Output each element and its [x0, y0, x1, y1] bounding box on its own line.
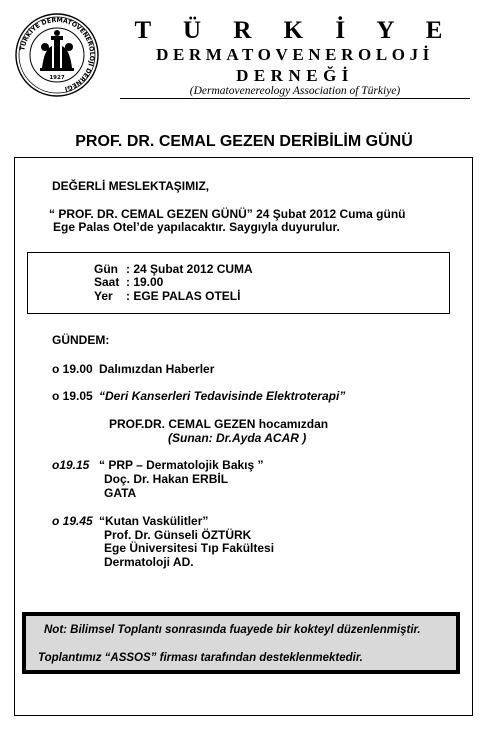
agenda-item-3-affiliation: GATA	[104, 486, 137, 500]
agenda-item-4-affiliation-2: Dermatoloji AD.	[104, 555, 194, 569]
agenda-item-2-presenter: (Sunan: Dr.Ayda ACAR )	[168, 431, 307, 445]
association-seal-logo	[14, 12, 100, 98]
seal-year: 1927	[49, 75, 65, 81]
detail-place-label: Yer	[94, 289, 113, 303]
detail-day-value: : 24 Şubat 2012 CUMA	[126, 262, 253, 276]
agenda-item-4-affiliation-1: Ege Üniversitesi Tıp Fakültesi	[104, 541, 275, 555]
detail-time	[94, 275, 163, 289]
note-reception: Not: Bilimsel Toplantı sonrasında fuayede bir kokteyl düzenlenmiştir.	[44, 624, 421, 636]
agenda-item-1-title: Dalımızdan Haberler	[99, 362, 215, 376]
detail-day-label: Gün	[94, 262, 118, 276]
org-title-turkiye: T Ü R K İ Y E	[134, 17, 456, 44]
agenda-item-3-title: “ PRP – Dermatolojik Bakış ”	[99, 458, 264, 472]
detail-place-value: : EGE PALAS OTELİ	[126, 289, 241, 303]
agenda-item-4-speaker: Prof. Dr. Günseli ÖZTÜRK	[104, 528, 252, 542]
org-title-dermatovenereology: DERMATOVENEROLOJİ	[156, 45, 434, 64]
letter-line-1: “ PROF. DR. CEMAL GEZEN GÜNÜ” 24 Şubat 2012 Cuma günü	[49, 207, 406, 221]
header-divider	[120, 98, 470, 99]
agenda-item-4-time: o 19.45	[52, 514, 93, 528]
agenda-item-2-title: “Deri Kanserleri Tedavisinde Elektroterapi”	[99, 389, 346, 403]
detail-time-value: : 19.00	[126, 275, 164, 289]
note-sponsor: Toplantımız “ASSOS” firması tarafından desteklenmektedir.	[38, 652, 363, 664]
event-heading: PROF. DR. CEMAL GEZEN DERİBİLİM GÜNÜ	[75, 133, 413, 150]
detail-place	[94, 289, 240, 303]
agenda-item-2-speaker: PROF.DR. CEMAL GEZEN hocamızdan	[109, 417, 329, 431]
agenda-item-3-speaker: Doç. Dr. Hakan ERBİL	[104, 472, 229, 486]
agenda-title: GÜNDEM:	[52, 333, 110, 347]
detail-day	[94, 262, 253, 276]
seal-ring-text: TÜRKİYE DERMATOVENEROLOJİ DERNEĞİ	[19, 16, 96, 93]
agenda-item-4-title: “Kutan Vaskülitler”	[99, 514, 209, 528]
agenda-item-1-time: o 19.00	[52, 362, 93, 376]
org-title-association: DERNEĞİ	[236, 66, 354, 85]
org-subtitle: (Dermatovenereology Association of Türkiye)	[189, 85, 401, 97]
letter-line-2: Ege Palas Otel’de yapılacaktır. Saygıyla duyurulur.	[53, 220, 340, 234]
agenda-item-2-time: o 19.05	[52, 389, 93, 403]
agenda-item-3-time: o19.15	[52, 458, 90, 472]
detail-time-label: Saat	[94, 275, 120, 289]
notes-box	[22, 612, 460, 674]
salutation: DEĞERLİ MESLEKTAŞIMIZ,	[52, 179, 210, 193]
